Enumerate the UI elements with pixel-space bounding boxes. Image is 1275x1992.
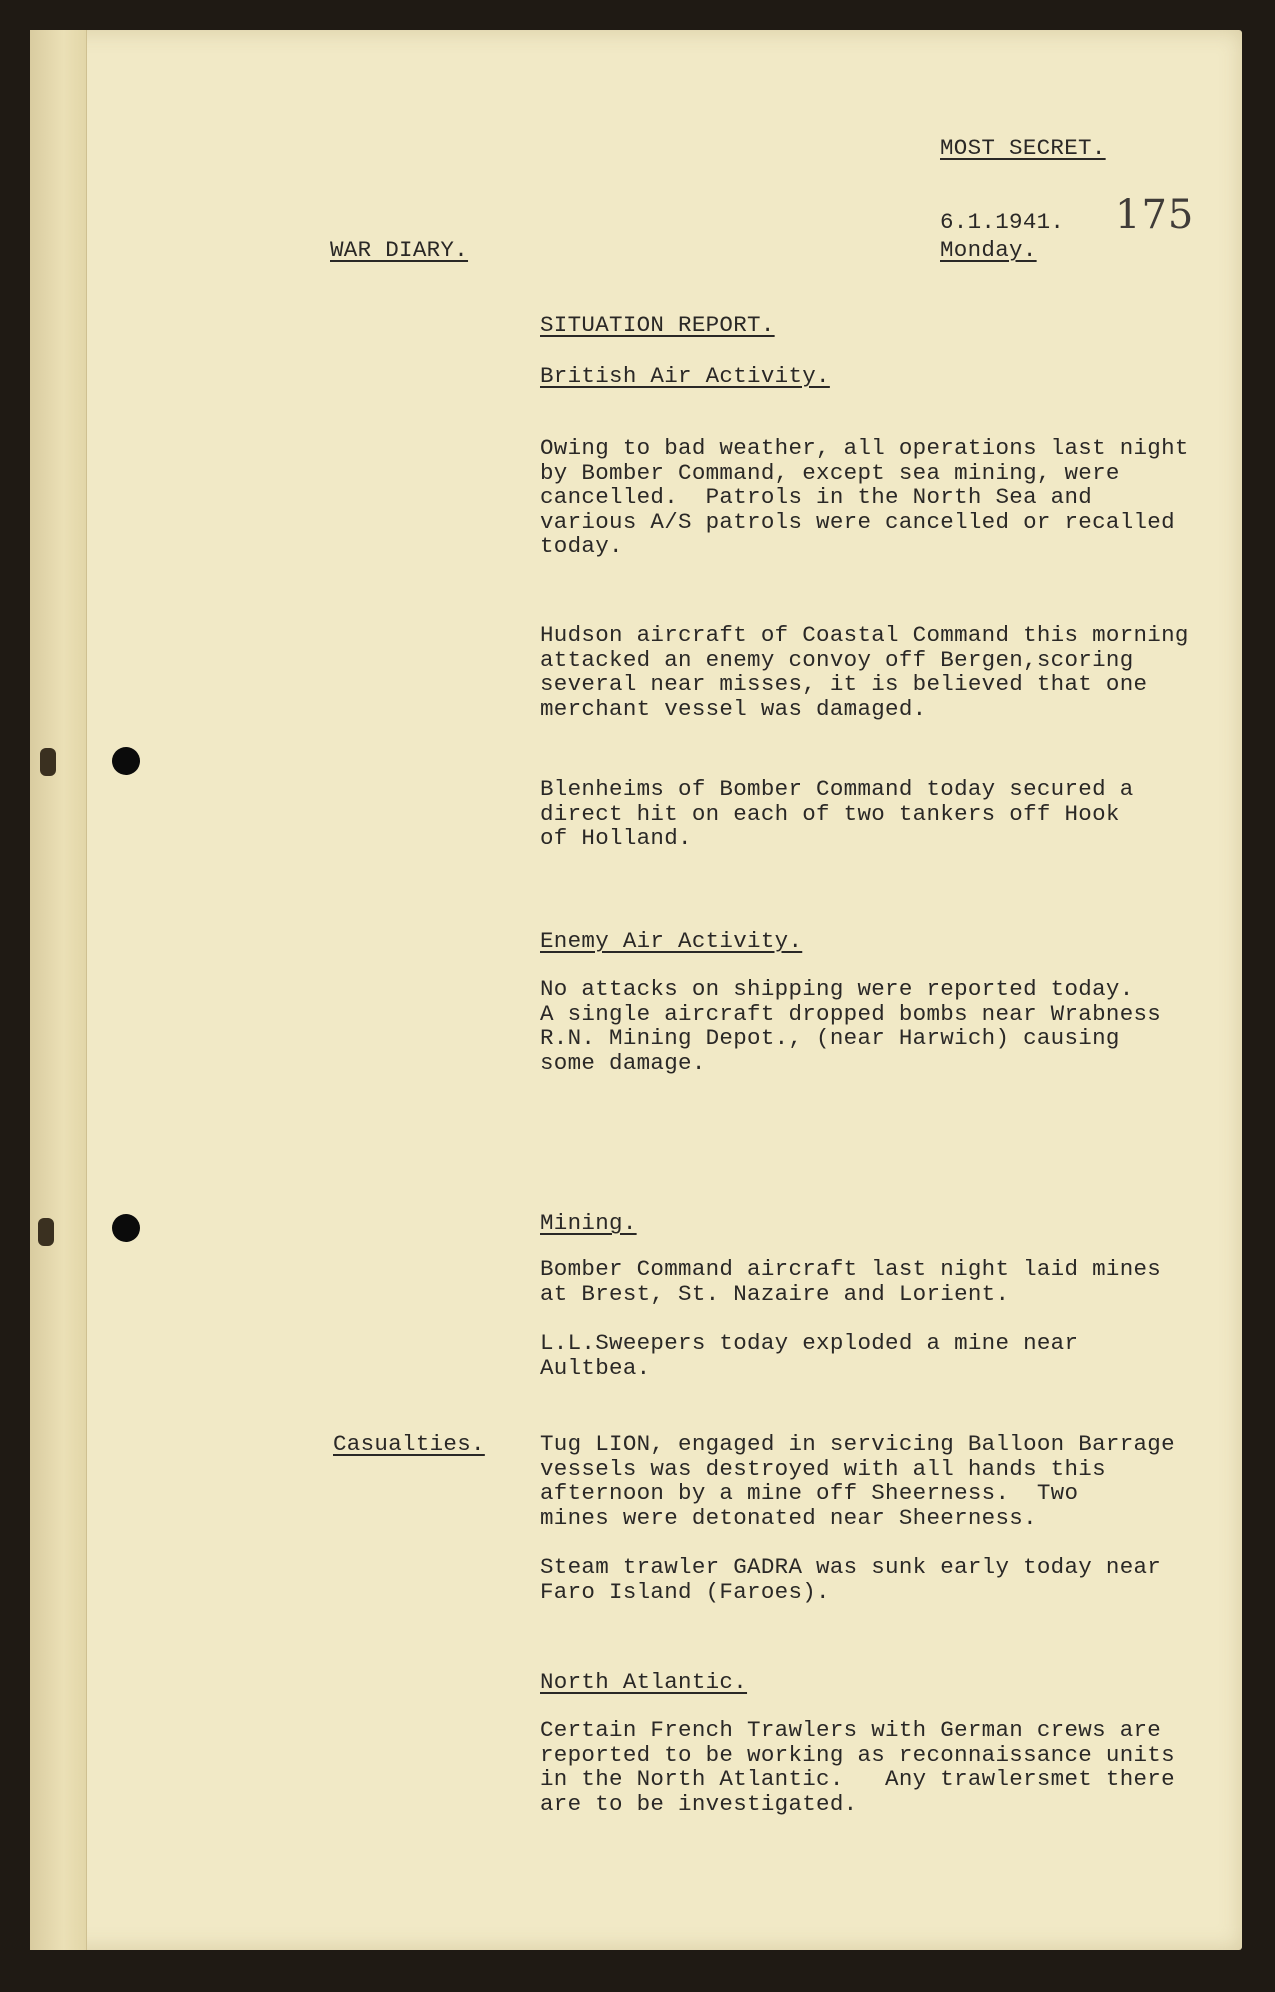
- paragraph: L.L.Sweepers today exploded a mine near Aultbea.: [540, 1330, 1079, 1381]
- paragraph: No attacks on shipping were reported today. A single aircraft dropped bombs near Wrabness R.N. Mining Depot., (near Harwich) causing some damage.: [540, 976, 1162, 1076]
- section-heading-british-air: British Air Activity.: [540, 363, 830, 389]
- margin-heading-casualties: Casualties.: [333, 1431, 485, 1457]
- paragraph: Blenheims of Bomber Command today secured a direct hit on each of two tankers off Hook of Holland.: [540, 776, 1134, 851]
- paragraph: Certain French Trawlers with German crews are reported to be working as reconnaissance units in the North Atlantic. Any trawlersmet there are to be investigated.: [540, 1717, 1175, 1817]
- section-heading-north-atlantic: North Atlantic.: [540, 1669, 748, 1695]
- section-heading-enemy-air: Enemy Air Activity.: [540, 928, 803, 954]
- binding-tab-icon: [38, 1218, 54, 1246]
- report-title: SITUATION REPORT.: [540, 312, 775, 338]
- paragraph: Bomber Command aircraft last night laid mines at Brest, St. Nazaire and Lorient.: [540, 1256, 1162, 1307]
- paragraph: Hudson aircraft of Coastal Command this morning attacked an enemy convoy off Bergen,scoring several near misses, it is believed that one merchant vessel was damaged.: [540, 622, 1189, 722]
- diary-title: WAR DIARY.: [330, 237, 469, 263]
- binding-edge: [30, 30, 87, 1950]
- paragraph: Tug LION, engaged in servicing Balloon Barrage vessels was destroyed with all hands this afternoon by a mine off Sheerness. Two mines were detonated near Sheerness.: [540, 1431, 1175, 1531]
- folio-number: 175: [1115, 192, 1195, 238]
- section-heading-mining: Mining.: [540, 1210, 637, 1236]
- punch-hole-icon: [112, 1214, 140, 1242]
- paragraph: Owing to bad weather, all operations last night by Bomber Command, except sea mining, were cancelled. Patrols in the North Sea and various A/S patrols were cancelled or recalled today.: [540, 435, 1189, 559]
- classification-marking: MOST SECRET.: [940, 135, 1106, 161]
- punch-hole-icon: [112, 747, 140, 775]
- paragraph: Steam trawler GADRA was sunk early today near Faro Island (Faroes).: [540, 1554, 1162, 1605]
- diary-day: Monday.: [940, 237, 1037, 263]
- binding-tab-icon: [40, 748, 56, 776]
- diary-date: 6.1.1941.: [940, 209, 1065, 235]
